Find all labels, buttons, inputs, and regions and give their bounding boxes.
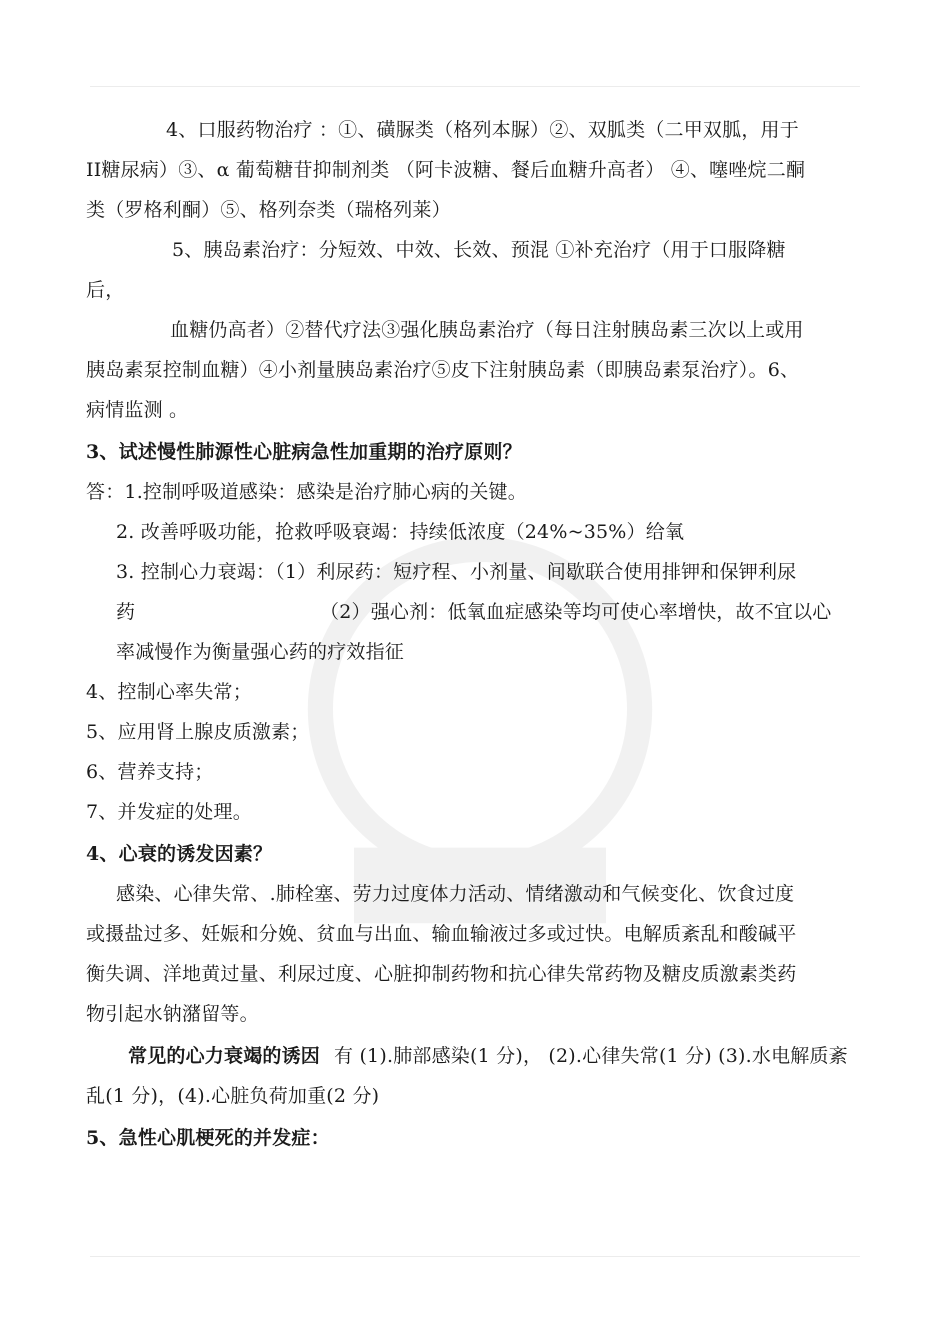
text-line: 3. 控制心力衰竭：（1）利尿药：短疗程、小剂量、间歇联合使用排钾和保钾利尿 (116, 561, 797, 583)
text-line: 后， (86, 279, 125, 301)
text-line: 有 (1).肺部感染(1 分)， (2).心律失常(1 分) (3).水电解质紊 (334, 1045, 848, 1067)
text-line: 答：1.控制呼吸道感染：感染是治疗肺心病的关键。 (86, 481, 527, 503)
list-item: 4、控制心率失常； (86, 681, 252, 703)
text-line: 胰岛素泵控制血糖）④小剂量胰岛素治疗⑤皮下注射胰岛素（即胰岛素泵治疗）。6、 (86, 359, 800, 381)
text-line: 药 (116, 601, 136, 623)
text-line: （2）强心剂：低氧血症感染等均可使心率增快，故不宜以心 (320, 601, 832, 623)
text-line: 5、胰岛素治疗：分短效、中效、长效、预混 ①补充治疗（用于口服降糖 (172, 239, 786, 261)
text-line: 类（罗格利酮）⑤、格列奈类（瑞格列莱） (86, 199, 451, 221)
text-line: 乱(1 分)，(4).心脏负荷加重(2 分) (86, 1085, 380, 1107)
list-item: 7、并发症的处理。 (86, 801, 252, 823)
text-line: 感染、心律失常、.肺栓塞、劳力过度体力活动、情绪激动和气候变化、饮食过度 (116, 883, 795, 905)
text-line: 衡失调、洋地黄过量、利尿过度、心脏抑制药物和抗心律失常药物及糖皮质激素类药 (86, 963, 797, 985)
text-line: 2. 改善呼吸功能，抢救呼吸衰竭：持续低浓度（24%~35%）给氧 (116, 521, 685, 543)
text-line: 率减慢作为衡量强心药的疗效指征 (116, 641, 405, 663)
text-line: 病情监测 。 (86, 399, 189, 421)
text-line: 物引起水钠潴留等。 (86, 1003, 259, 1025)
text-line: 4、口服药物治疗 ：①、磺脲类（格列本脲）②、双胍类（二甲双胍，用于 (166, 119, 799, 141)
text-line: 或摄盐过多、妊娠和分娩、贫血与出血、输血输液过多或过快。电解质紊乱和酸碱平 (86, 923, 797, 945)
bold-lead-text: 常见的心力衰竭的诱因 (128, 1045, 321, 1067)
footer-rule (90, 1256, 860, 1257)
section-heading: 4、心衰的诱发因素？ (86, 843, 273, 865)
list-item: 6、营养支持； (86, 761, 214, 783)
text-line: II糖尿病）③、α 葡萄糖苷抑制剂类 （阿卡波糖、餐后血糖升高者） ④、噻唑烷二酮 (86, 159, 806, 181)
section-heading: 3、试述慢性肺源性心脏病急性加重期的治疗原则？ (86, 441, 522, 463)
section-heading: 5、急性心肌梗死的并发症： (86, 1127, 330, 1149)
list-item: 5、应用肾上腺皮质激素； (86, 721, 310, 743)
text-line: 血糖仍高者）②替代疗法③强化胰岛素治疗（每日注射胰岛素三次以上或用 (170, 319, 804, 341)
header-rule (90, 86, 860, 87)
